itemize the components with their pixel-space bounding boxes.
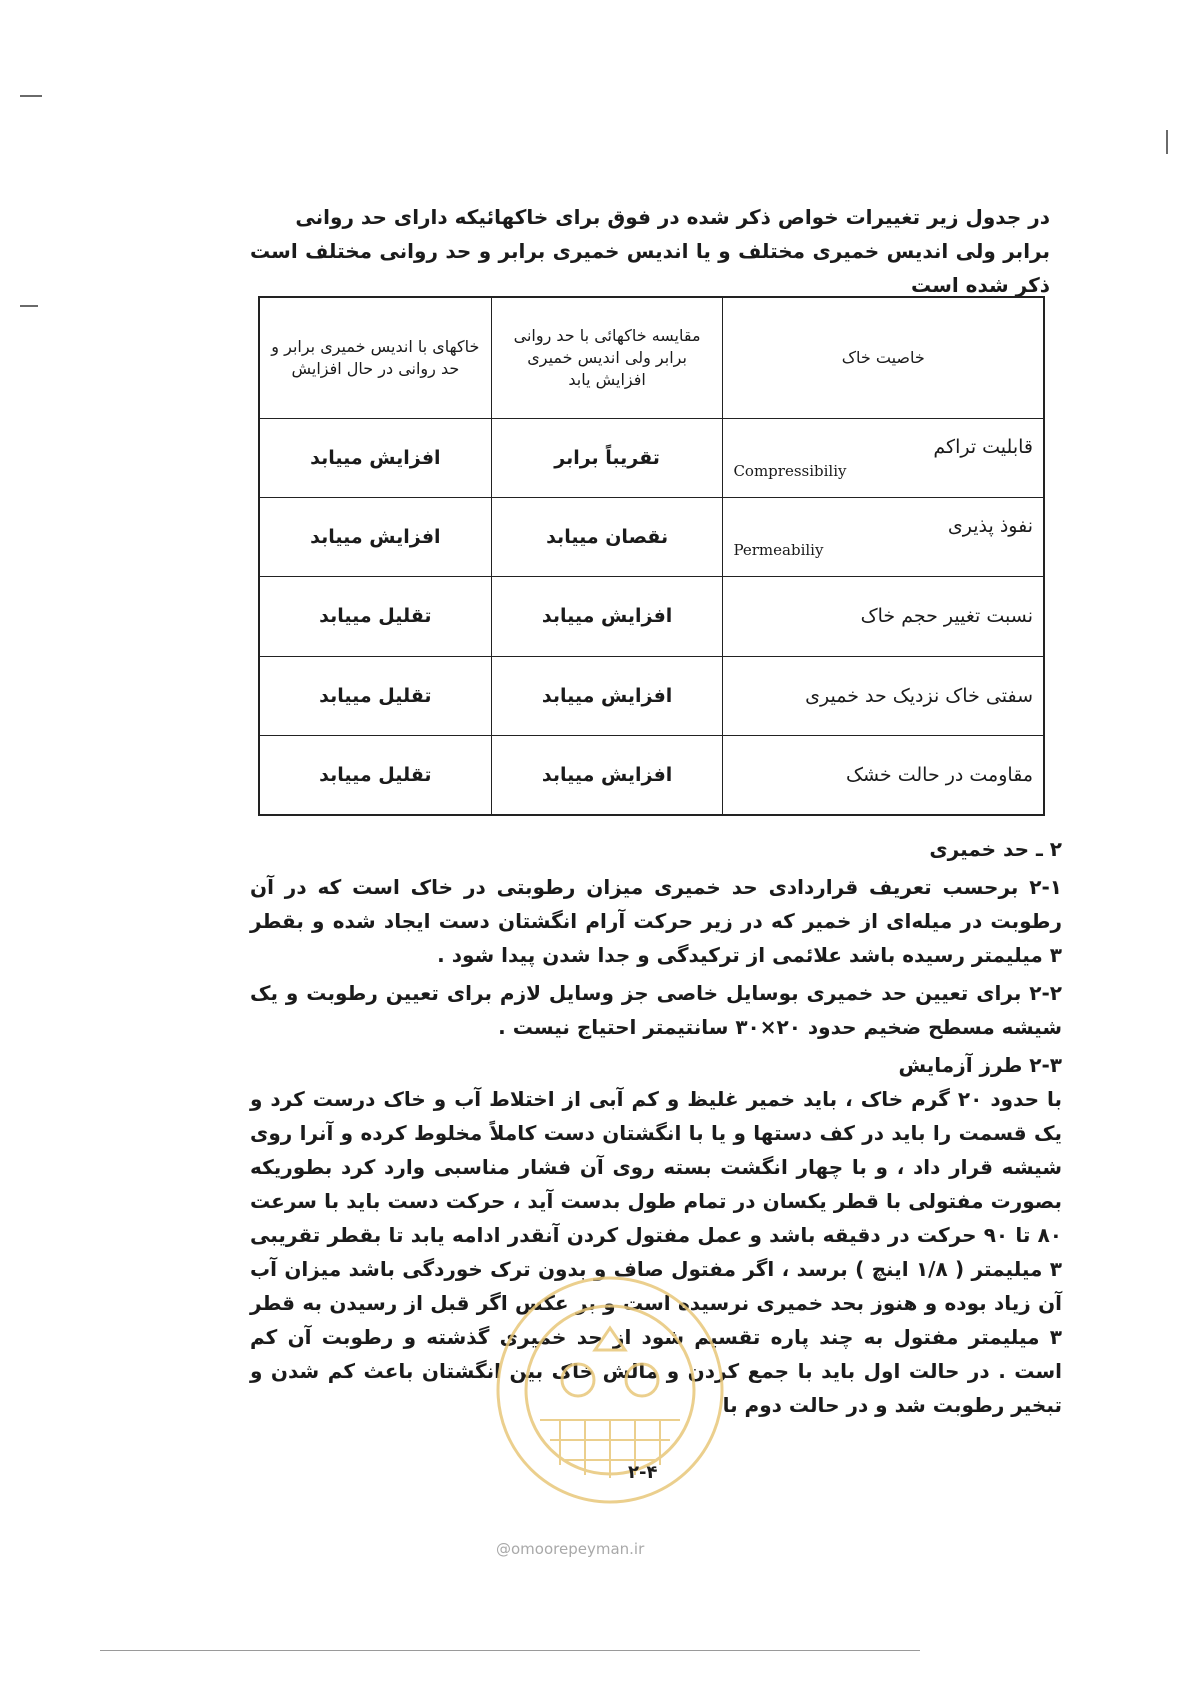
col-a-value: افزایش مییابد (491, 577, 723, 656)
table-row (259, 656, 1044, 735)
subheading-2-3: ۲-۳ طرز آزمایش (898, 1053, 1062, 1077)
col-b-value: افزایش مییابد (259, 419, 491, 498)
section-title: ۲ ـ حد خمیری (929, 837, 1062, 861)
header-col-a: مقایسه خاکهائی با حد روانی برابر ولی اندیس خمیری افزایش یابد (491, 297, 723, 419)
intro-paragraph (250, 200, 1050, 302)
property-name: نسبت تغییر حجم خاک (860, 605, 1033, 628)
property-cell (723, 656, 1044, 735)
header-property: خاصیت خاک (723, 297, 1044, 419)
col-b-value: افزایش مییابد (259, 498, 491, 577)
scan-line-right (1166, 130, 1168, 154)
col-b-value: تقلیل مییابد (259, 577, 491, 656)
property-name: نفوذ پذیری (947, 515, 1033, 538)
col-b-value: تقلیل مییابد (259, 735, 491, 815)
property-name: مقاومت در حالت خشک (845, 763, 1033, 786)
property-english: Compressibiliy (733, 462, 847, 481)
paragraph-2-1: ۲-۱ برحسب تعریف قراردادی حد خمیری میزان رطوبتی در خاک است که در آن رطوبت در میله‌ای از خمیر که در زیر حرکت آرام انگشتان دست ایجاد شده و بقطر ۳ میلیمتر رسیده باشد علائمی از ترکیدگی و جدا شدن پیدا شود . (250, 875, 1062, 967)
intro-line-2: برابر ولی اندیس خمیری مختلف و یا اندیس خمیری برابر و حد روانی مختلف است ذکر شده است (250, 239, 1050, 297)
table-header-row (259, 297, 1044, 419)
property-cell (723, 419, 1044, 498)
property-name: سفتی خاک نزدیک حد خمیری (805, 684, 1033, 707)
table-row (259, 498, 1044, 577)
col-a-value: تقریباً برابر (491, 419, 723, 498)
paragraph-2-2: ۲-۲ برای تعیین حد خمیری بوسایل خاصی جز وسایل لازم برای تعیین رطوبت و یک شیشه مسطح ضخیم حدود ۲۰×۳۰ سانتیمتر احتیاج نیست . (250, 981, 1062, 1039)
property-cell (723, 498, 1044, 577)
watermark-seal-icon (490, 1270, 730, 1510)
soil-properties-table (258, 296, 1045, 816)
watermark-text: @omoorepeyman.ir (496, 1540, 645, 1558)
property-name: قابلیت تراکم (933, 436, 1033, 459)
col-a-value: نقصان مییابد (491, 498, 723, 577)
header-col-b: خاکهای با اندیس خمیری برابر و حد روانی در حال افزایش (259, 297, 491, 419)
col-a-value: افزایش مییابد (491, 656, 723, 735)
table-row (259, 419, 1044, 498)
col-b-value: تقلیل مییابد (259, 656, 491, 735)
property-cell (723, 577, 1044, 656)
property-cell (723, 735, 1044, 815)
scan-line-left-2 (20, 305, 38, 307)
paragraph-test-method: با حدود ۲۰ گرم خاک ، باید خمیر غلیظ و کم آبی از اختلاط آب و خاک درست کرد و یک قسمت را باید در کف دستها و یا با انگشتان دست کاملاً مخلوط کرده و آنرا روی شیشه قرار داد ، و با چهار انگشت بسته روی آن فشار مناسبی وارد کرد بطوریکه بصورت مفتولی با قطر یکسان در تمام طول بدست آید ، حرکت دست باید با سرعت ۸۰ تا ۹۰ حرکت در دقیقه باشد و عمل مفتول کردن آنقدر ادامه یابد تا بقطر تقریبی ۳ میلیمتر ( ۱/۸ اینچ ) برسد ، اگر مفتول صاف و بدون ترک خوردگی باشد میزان آب آن زیاد بوده و هنوز بحد خمیری نرسیده است و بر عکس اگر قبل از رسیدن به قطر ۳ میلیمتر مفتول به چند پاره تقسیم شود از حد خمیری گذشته و رطوبت آن کم است . در حالت اول باید با جمع کردن و مالش خاک بین انگشتان باعث کم شدن و تبخیر رطوبت شد و در حالت دوم با (250, 1087, 1063, 1417)
scan-line-left (20, 95, 42, 97)
table-row (259, 735, 1044, 815)
intro-line-1: در جدول زیر تغییرات خواص ذکر شده در فوق برای خاکهائیکه دارای حد روانی (295, 205, 1050, 229)
property-english: Permeabiliy (733, 541, 824, 560)
table-row (259, 577, 1044, 656)
page-number: ۲-۴ (628, 1462, 658, 1483)
scan-line-bottom (100, 1650, 920, 1651)
col-a-value: افزایش مییابد (491, 735, 723, 815)
